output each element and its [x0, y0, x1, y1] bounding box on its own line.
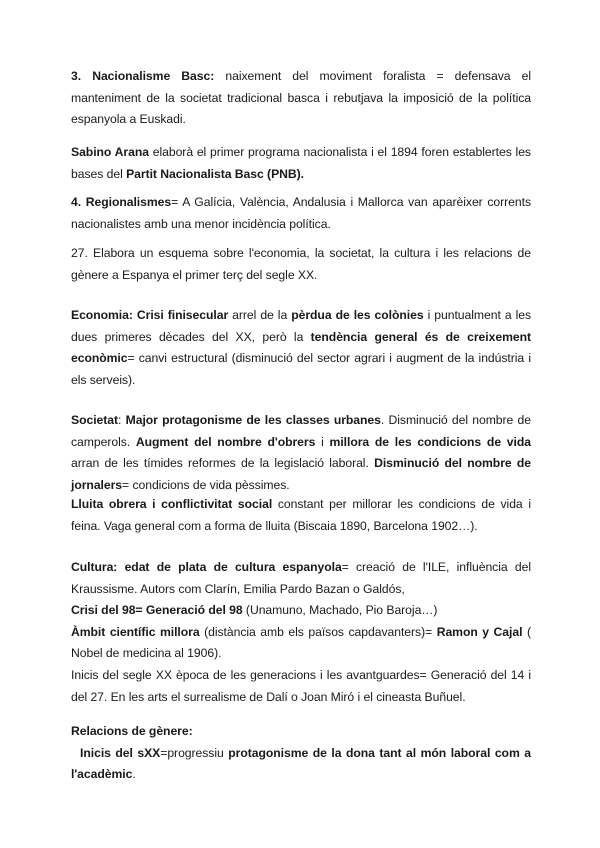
lluita-bold: Lluita obrera i conflictivitat social — [71, 497, 273, 511]
section-4-text: = A Galícia, València, Andalusia i Mallorca van aparèixer corrents nacionalistes amb una menor incidència política. — [71, 195, 531, 231]
societat-label: Societat — [71, 413, 119, 427]
economia-bold-2: tendència general és de creixement econòmic — [71, 329, 531, 366]
economia-text-1: arrel de la — [228, 308, 292, 322]
relacions-genere-paragraph — [71, 721, 531, 786]
cultura-paragraph — [71, 557, 531, 708]
societat-bold-2: Augment del nombre d'obrers — [135, 434, 316, 449]
cultura-text-1: = creació de l'ILE, influència del Kraussisme. Autors com Clarín, Emilia Pardo Bazan o Galdós, — [71, 560, 531, 596]
societat-bold-4: Disminució del nombre de jornalers — [71, 456, 531, 492]
societat-text-4: = condicions de vida pèssimes. — [122, 477, 290, 492]
lluita-text: constant per millorar les condicions de vida i feina. Vaga general com a forma de lluita (Biscaia 1890, Barcelona 1902…). — [71, 497, 531, 533]
societat-text-3: arran de les tímides reformes de la legislació laboral. — [71, 456, 375, 471]
societat-paragraph — [71, 410, 531, 496]
economia-paragraph — [71, 305, 531, 391]
avantguardes-text: Inicis del segle XX època de les generacions i les avantguardes= Generació del 14 i del 27. En les arts el surrealisme de Dalí o Joan Miró i el cineasta Buñuel. — [71, 667, 531, 704]
economia-text-3: = canvi estructural (disminució del sector agrari i augment de la indústria i els serveis). — [71, 351, 531, 387]
sabino-arana-paragraph — [71, 142, 531, 185]
societat-text-1: . Disminució del nombre de camperols. — [71, 413, 531, 449]
economia-label: Economia: Crisi finisecular — [71, 308, 229, 322]
genere-text-2: . — [132, 767, 136, 782]
section-3-nacionalisme-basc — [71, 66, 531, 131]
cultura-line-1 — [71, 560, 531, 596]
section-3-title: 3. Nacionalisme Basc: — [71, 69, 215, 83]
sabino-arana-text: elaborà el primer programa nacionalista i el 1894 foren establertes les bases del — [71, 145, 531, 181]
genere-bold-2: protagonisme de la dona tant al món laboral com a l'acadèmic — [71, 745, 531, 782]
question-27-text: 27. Elabora un esquema sobre l'economia, la societat, la cultura i les relacions de gènere a Espanya el primer terç del segle XX. — [71, 246, 531, 282]
cultura-bold-1: Cultura: edat de plata de cultura espanyola — [71, 560, 342, 574]
genere-bold-1: Inicis del sXX — [80, 745, 161, 760]
nobel-text: ( Nobel de medicina al 1906). — [71, 624, 531, 661]
lluita-obrera-paragraph — [71, 494, 531, 537]
section-4-title: 4. Regionalismes — [71, 195, 172, 209]
ramon-y-cajal-bold: Ramon y Cajal — [436, 624, 523, 639]
ambit-cientific-bold: Àmbit científic millora — [71, 624, 200, 639]
section-3-text: naixement del moviment foralista = defensava el manteniment de la societat tradicional basca i rebutjava la imposició de la política espanyola a Euskadi. — [71, 69, 531, 127]
societat-bold-1: Major protagonisme de les classes urbanes — [125, 413, 381, 427]
generacio-98-bold: Crisi del 98= Generació del 98 — [71, 603, 243, 618]
societat-text-2: i — [315, 434, 330, 449]
societat-colon: : — [118, 413, 126, 427]
sabino-arana-name: Sabino Arana — [71, 145, 149, 159]
generacio-98-text: (Unamuno, Machado, Pio Baroja…) — [242, 603, 438, 618]
economia-bold-1: pèrdua de les colònies — [291, 308, 424, 322]
ambit-cientific-text: (distància amb els països capdavanters)= — [199, 624, 437, 639]
section-4-regionalismes — [71, 192, 531, 235]
relacions-genere-title: Relacions de gènere: — [71, 724, 193, 738]
economia-text-2: i puntualment a les dues primeres dècades del XX, però la — [71, 308, 532, 344]
genere-text-1: =progressiu — [160, 745, 229, 760]
societat-bold-3: millora de les condicions de vida — [329, 434, 531, 449]
question-27 — [71, 243, 531, 286]
pnb-party-name: Partit Nacionalista Basc (PNB). — [126, 166, 304, 181]
